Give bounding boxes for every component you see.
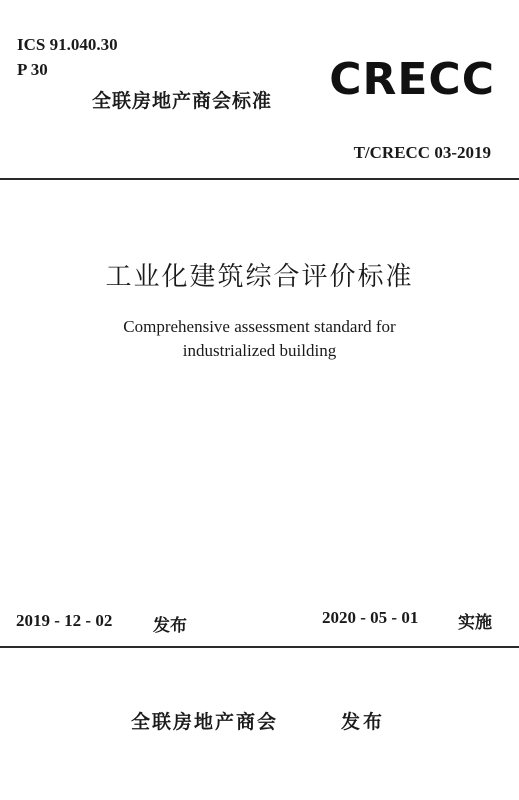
standard-number: T/CRECC 03-2019 [353,143,491,162]
title-english-line-1: Comprehensive assessment standard for [123,317,396,336]
title-english-line-2: industrialized building [182,341,337,360]
implementation-date: 2020 - 05 - 01 [322,608,419,627]
ics-code: ICS 91.040.30 [17,35,118,54]
top-divider [0,178,519,180]
bottom-divider [0,646,519,648]
publisher-name: 全联房地产商会 [131,711,279,733]
classification-code: P 30 [17,60,48,79]
title-chinese: 工业化建筑综合评价标准 [105,262,414,291]
crecc-logo: CRECC [329,54,495,105]
publish-label: 发布 [341,711,386,733]
organization-standard-label: 全联房地产商会标准 [92,90,273,112]
issue-date: 2019 - 12 - 02 [16,611,113,630]
implementation-label: 实施 [458,613,492,633]
issue-label: 发布 [153,616,187,636]
